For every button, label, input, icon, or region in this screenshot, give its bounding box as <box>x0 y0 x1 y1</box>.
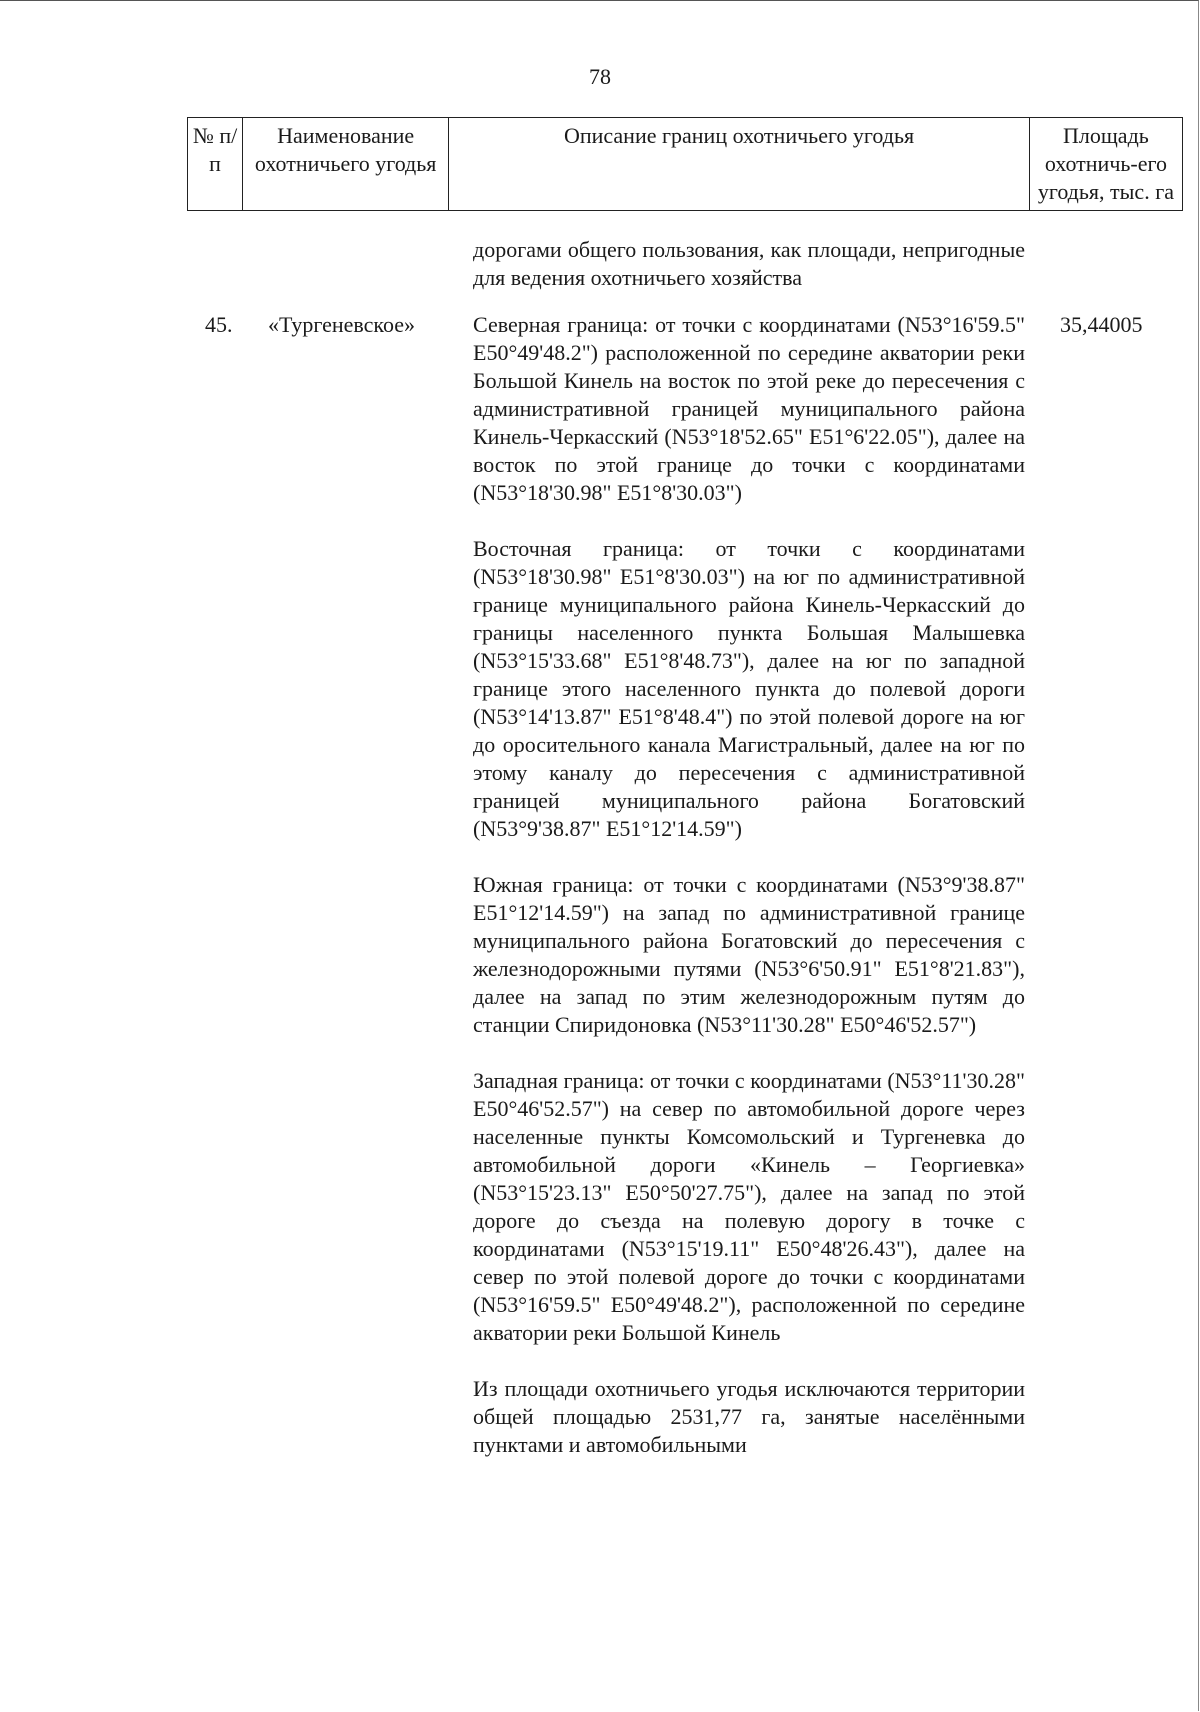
north-boundary: Северная граница: от точки с координатами (N53°16'59.5" E50°49'48.2") расположенной по середине акватории реки Большой Кинель на восток по этой реке до пересечения с административной границей муниципального района Кинель-Черкасский (N53°18'52.65" E51°6'22.05"), далее на восток по этой границе до точки с координатами (N53°18'30.98" E51°8'30.03") <box>473 312 1025 505</box>
exclusion-note: Из площади охотничьего угодья исключаются территории общей площадью 2531,77 га, занятые населёнными пунктами и автомобильными <box>473 1376 1025 1457</box>
header-area: Площадь охотничь-его угодья, тыс. га <box>1029 118 1182 211</box>
header-name: Наименование охотничьего угодья <box>243 118 449 211</box>
row-name: «Тургеневское» <box>268 312 416 337</box>
continuation-text <box>473 236 1025 292</box>
west-boundary: Западная граница: от точки с координатами (N53°11'30.28" E50°46'52.57") на север по автомобильной дороге через населенные пункты Комсомольский и Тургеневка до автомобильной дороги «Кинель – Георгиевка» (N53°15'23.13" E50°50'27.75"), далее на запад по этой дороге до съезда на полевую дорогу в точке с координатами (N53°15'19.11" E50°48'26.43"), далее на север по этой полевой дороге до точки с координатами (N53°16'59.5" E50°49'48.2"), расположенной по середине акватории реки Большой Кинель <box>473 1068 1025 1345</box>
row-number: 45. <box>205 312 233 337</box>
south-boundary: Южная граница: от точки с координатами (N53°9'38.87" E51°12'14.59") на запад по административной границе муниципального района Богатовский до пересечения с железнодорожными путями (N53°6'50.91" E51°8'21.83"), далее на запад по этим железнодорожным путям до станции Спиридоновка (N53°11'30.28" E50°46'52.57") <box>473 872 1025 1037</box>
row-area: 35,44005 <box>1060 312 1143 337</box>
continuation-paragraph: дорогами общего пользования, как площади, непригодные для ведения охотничьего хозяйства <box>473 237 1025 290</box>
page-number: 78 <box>589 64 611 89</box>
table-header <box>187 117 1183 211</box>
east-boundary: Восточная граница: от точки с координатами (N53°18'30.98" E51°8'30.03") на юг по административной границе муниципального района Кинель-Черкасский до границы населенного пункта Большая Малышевка (N53°15'33.68" E51°8'48.73"), далее на юг по западной границе этого населенного пункта до полевой дороги (N53°14'13.87" E51°8'48.4") по этой полевой дороге на юг до оросительного канала Магистральный, далее на юг по этому каналу до пересечения с административной границей муниципального района Богатовский (N53°9'38.87" E51°12'14.59") <box>473 536 1025 841</box>
header-number: № п/п <box>188 118 243 211</box>
header-description: Описание границ охотничьего угодья <box>449 118 1030 211</box>
row-description <box>473 311 1025 1487</box>
